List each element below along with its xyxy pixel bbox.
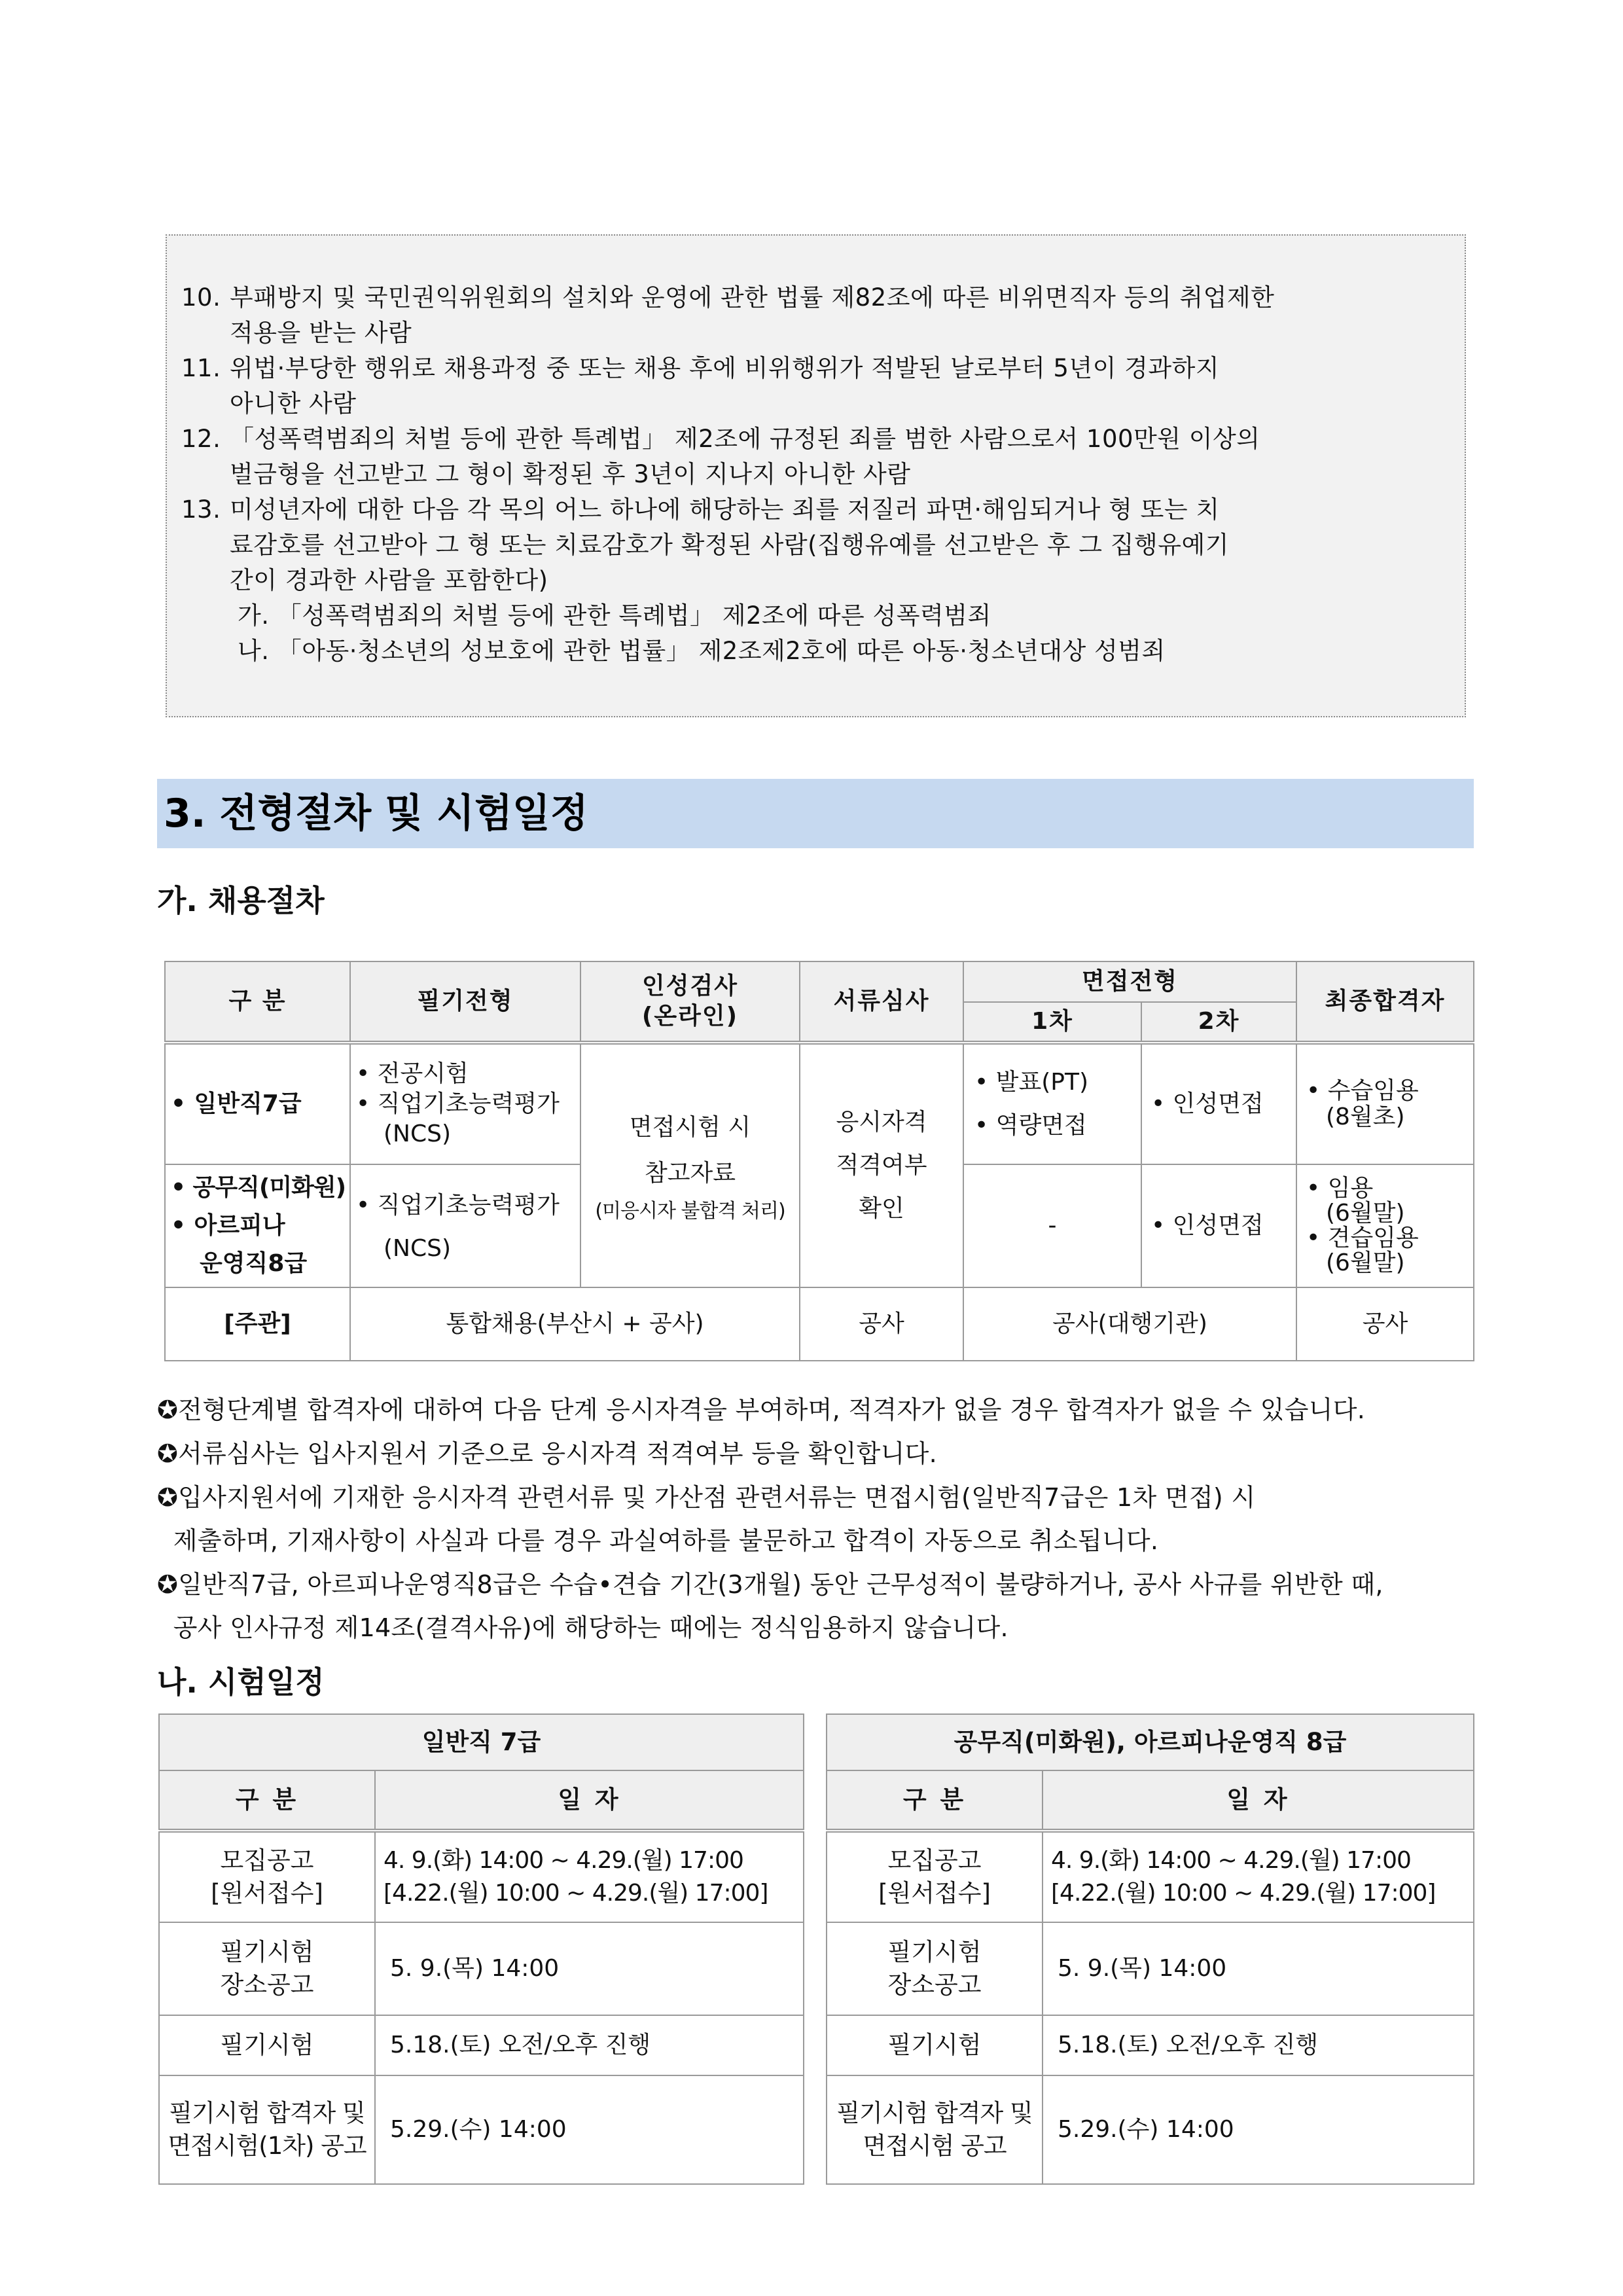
category-host: [주관]: [165, 1287, 350, 1361]
label-line: 면접시험(1차) 공고: [168, 2132, 366, 2160]
header-personality-line: (온라인): [641, 1003, 739, 1030]
final-item: • 수습임용: [1306, 1077, 1419, 1104]
sub-item-b: 나. 「아동·청소년의 성보호에 관한 법률」 제2조제2호에 따른 아동·청소년대상 성범죄: [238, 637, 1166, 665]
value-line: 4. 9.(화) 14:00 ~ 4.29.(월) 17:00: [1051, 1847, 1411, 1874]
host-written-personality: 통합채용(부산시 + 공사): [350, 1287, 800, 1361]
value-line: [4.22.(월) 10:00 ~ 4.29.(월) 17:00]: [1051, 1880, 1436, 1907]
host-document: 공사: [800, 1287, 963, 1361]
procedure-table: [164, 961, 1474, 1361]
written-item: (NCS): [383, 1121, 452, 1147]
label-line: 필기시험: [887, 1938, 982, 1966]
written-item: • 전공시험: [356, 1060, 469, 1087]
label-line: 필기시험: [220, 1938, 314, 1966]
col-date: 일 자: [1043, 1770, 1474, 1831]
note-line: ✪서류심사는 입사지원서 기준으로 응시자격 적격여부 등을 확인합니다.: [157, 1439, 938, 1468]
category-line: • 아르피나: [171, 1212, 285, 1239]
document-line: 확인: [859, 1195, 904, 1222]
final-item: • 견습임용: [1306, 1225, 1419, 1251]
personality-shared: [580, 1043, 800, 1287]
category-other: [165, 1164, 350, 1287]
written-item: (NCS): [383, 1235, 452, 1262]
header-round1: 1차: [963, 1002, 1141, 1043]
label-line: 모집공고: [220, 1846, 314, 1874]
disqualification-box: [166, 234, 1466, 717]
final-item: (6월말): [1326, 1249, 1405, 1276]
item-number: 13.: [181, 495, 221, 524]
sub-item-a: 가. 「성폭력범죄의 처벌 등에 관한 특례법」 제2조에 따른 성폭력범죄: [238, 601, 991, 630]
round2-other: • 인성면접: [1141, 1164, 1296, 1287]
row-label: [827, 1831, 1043, 1922]
value-line: [4.22.(월) 10:00 ~ 4.29.(월) 17:00]: [383, 1880, 768, 1907]
row-value: [1043, 1831, 1474, 1922]
document-line: 응시자격: [836, 1109, 927, 1136]
round1-item: • 역량면접: [974, 1112, 1087, 1139]
label-line: 필기시험 합격자 및: [836, 2099, 1033, 2127]
label-line: 면접시험 공고: [863, 2132, 1007, 2160]
schedule-title: 공무직(미화원), 아르피나운영직 8급: [827, 1714, 1474, 1770]
row-label: 필기시험: [827, 2015, 1043, 2075]
row-value: 5.29.(수) 14:00: [375, 2075, 804, 2184]
round1-other: -: [963, 1164, 1141, 1287]
row-label: [827, 2075, 1043, 2184]
note-line: ✪입사지원서에 기재한 응시자격 관련서류 및 가산점 관련서류는 면접시험(일반직7급은 1차 면접) 시: [157, 1483, 1256, 1512]
col-category: 구 분: [159, 1770, 375, 1831]
row-label: 필기시험: [159, 2015, 375, 2075]
written-item: • 직업기초능력평가: [356, 1192, 560, 1219]
row-value: 5.18.(토) 오전/오후 진행: [1043, 2015, 1474, 2075]
final-general: [1296, 1043, 1474, 1164]
item-text: 간이 경과한 사람을 포함한다): [230, 566, 548, 594]
header-round2: 2차: [1141, 1002, 1296, 1043]
label-line: [원서접수]: [878, 1879, 991, 1907]
row-label: [159, 2075, 375, 2184]
row-value: 5. 9.(목) 14:00: [375, 1922, 804, 2015]
document-shared: [800, 1043, 963, 1287]
label-line: 장소공고: [887, 1971, 982, 1999]
round2-general: • 인성면접: [1141, 1043, 1296, 1164]
round1-item: • 발표(PT): [974, 1069, 1089, 1096]
header-final: 최종합격자: [1296, 961, 1474, 1043]
written-other: [350, 1164, 580, 1287]
row-label: [827, 1922, 1043, 2015]
section-title: 3. 전형절차 및 시험일정: [164, 791, 588, 836]
final-item: (8월초): [1326, 1103, 1405, 1130]
schedule-table-other: [826, 1713, 1474, 2185]
row-value: 5.29.(수) 14:00: [1043, 2075, 1474, 2184]
header-personality-line: 인성검사: [641, 973, 739, 999]
item-text: 아니한 사람: [230, 389, 357, 418]
item-text: 위법·부당한 행위로 채용과정 중 또는 채용 후에 비위행위가 적발된 날로부터 5년이 경과하지: [230, 354, 1220, 382]
header-interview: 면접전형: [963, 961, 1296, 1002]
item-number: 11.: [181, 354, 221, 382]
col-category: 구 분: [827, 1770, 1043, 1831]
final-item: • 임용: [1306, 1175, 1374, 1202]
row-value: 5. 9.(목) 14:00: [1043, 1922, 1474, 2015]
item-text: 적용을 받는 사람: [230, 319, 412, 347]
round1-general: [963, 1043, 1141, 1164]
written-general: [350, 1043, 580, 1164]
row-value: [375, 1831, 804, 1922]
row-value: 5.18.(토) 오전/오후 진행: [375, 2015, 804, 2075]
schedule-title: 일반직 7급: [159, 1714, 804, 1770]
schedule-table-general: [158, 1713, 804, 2185]
item-number: 10.: [181, 283, 221, 312]
item-text: 벌금형을 선고받고 그 형이 확정된 후 3년이 지나지 아니한 사람: [230, 460, 911, 488]
label-line: 모집공고: [887, 1846, 982, 1874]
label-line: [원서접수]: [211, 1879, 323, 1907]
note-line: ✪일반직7급, 아르피나운영직8급은 수습•견습 기간(3개월) 동안 근무성적이 불량하거나, 공사 사규를 위반한 때,: [157, 1570, 1383, 1599]
schedule-heading: 나. 시험일정: [157, 1664, 325, 1700]
header-category: 구 분: [165, 961, 350, 1043]
note-line: ✪전형단계별 합격자에 대하여 다음 단계 응시자격을 부여하며, 적격자가 없을 경우 합격자가 없을 수 있습니다.: [157, 1395, 1366, 1424]
section-heading: [157, 779, 1474, 848]
personality-line: 면접시험 시: [629, 1114, 751, 1141]
item-text: 「성폭력범죄의 처벌 등에 관한 특례법」 제2조에 규정된 죄를 범한 사람으로서 100만원 이상의: [230, 425, 1260, 453]
note-line: 공사 인사규정 제14조(결격사유)에 해당하는 때에는 정식임용하지 않습니다.: [157, 1613, 1008, 1642]
item-text: 미성년자에 대한 다음 각 목의 어느 하나에 해당하는 죄를 저질러 파면·해임되거나 형 또는 치: [230, 495, 1220, 524]
category-line: 운영직8급: [200, 1250, 308, 1277]
procedure-heading: 가. 채용절차: [157, 883, 325, 918]
category-line: • 공무직(미화원): [171, 1174, 346, 1201]
col-date: 일 자: [375, 1770, 804, 1831]
personality-note: (미응시자 불합격 처리): [595, 1200, 785, 1223]
final-other: [1296, 1164, 1474, 1287]
value-line: 4. 9.(화) 14:00 ~ 4.29.(월) 17:00: [383, 1847, 743, 1874]
item-text: 부패방지 및 국민권익위원회의 설치와 운영에 관한 법률 제82조에 따른 비위면직자 등의 취업제한: [230, 283, 1275, 312]
header-personality: [580, 961, 800, 1043]
final-item: (6월말): [1326, 1200, 1405, 1227]
item-text: 료감호를 선고받아 그 형 또는 치료감호가 확정된 사람(집행유예를 선고받은 후 그 집행유예기: [230, 531, 1230, 559]
category-general: • 일반직7급: [165, 1043, 350, 1164]
header-document: 서류심사: [800, 961, 963, 1043]
header-written: 필기전형: [350, 961, 580, 1043]
written-item: • 직업기초능력평가: [356, 1090, 560, 1117]
label-line: 필기시험 합격자 및: [169, 2099, 365, 2127]
label-line: 장소공고: [220, 1971, 314, 1999]
row-label: [159, 1831, 375, 1922]
host-final: 공사: [1296, 1287, 1474, 1361]
row-label: [159, 1922, 375, 2015]
item-number: 12.: [181, 425, 221, 453]
document-line: 적격여부: [836, 1152, 927, 1179]
personality-line: 참고자료: [644, 1160, 736, 1187]
host-interview: 공사(대행기관): [963, 1287, 1296, 1361]
note-line: 제출하며, 기재사항이 사실과 다를 경우 과실여하를 불문하고 합격이 자동으로 취소됩니다.: [157, 1526, 1159, 1555]
